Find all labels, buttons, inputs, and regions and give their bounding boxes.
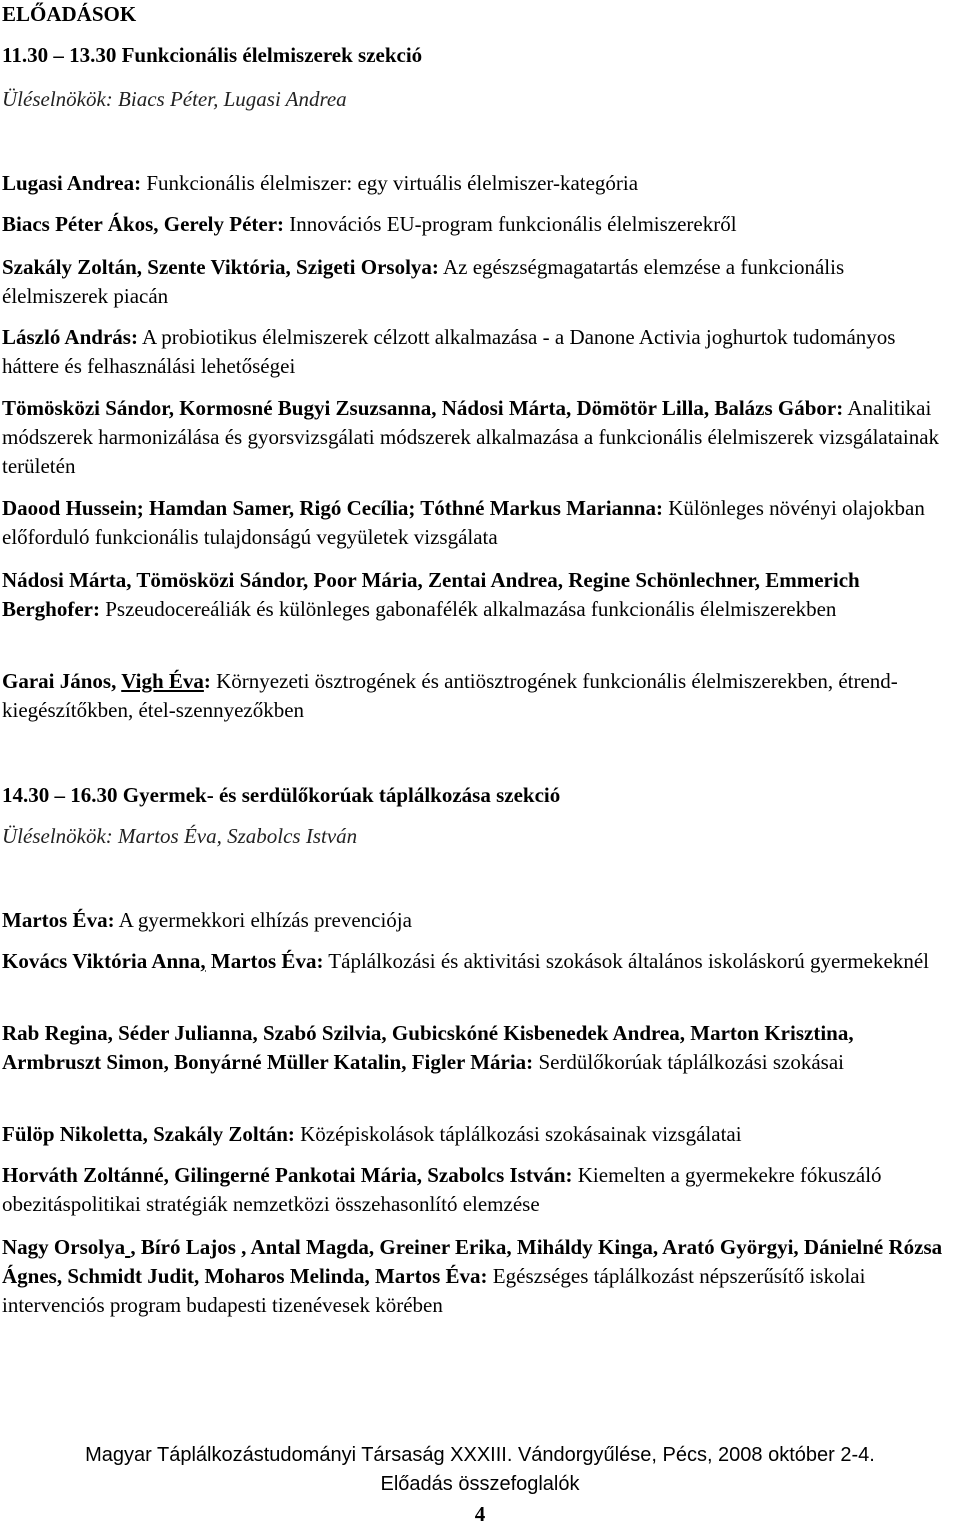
section1-heading	[2, 41, 950, 70]
talk-6	[2, 494, 946, 552]
talk-title: Analitikai módszerek harmonizálása és gyorsvizsgálati módszerek alkalmazása a funkcionális élelmiszerek vizsgálatainak területén	[2, 396, 940, 478]
talk-title: Környezeti ösztrogének és antiösztrogének funkcionális élelmiszerekben, étrend-kiegészítőkben, étel-szennyezőkben	[2, 669, 898, 722]
talk-2	[2, 210, 950, 239]
talk-colon: :	[203, 669, 211, 693]
talk-10	[2, 947, 946, 976]
talk-3	[2, 253, 946, 311]
page-heading: ELŐADÁSOK	[2, 2, 137, 26]
talk-authors: Lugasi Andrea:	[2, 171, 142, 195]
talk-5	[2, 394, 946, 481]
talk-title: A probiotikus élelmiszerek célzott alkalmazása - a Danone Activia joghurtok tudományos háttere és felhasználási lehetőségei	[2, 325, 896, 378]
section2-heading	[2, 781, 950, 810]
section1-title: Funkcionális élelmiszerek szekció	[121, 43, 423, 67]
talk-author: Kovács Viktória Anna	[2, 949, 201, 973]
talk-authors: Tömösközi Sándor, Kormosné Bugyi Zsuzsanna, Nádosi Márta, Dömötör Lilla, Balázs Gábor:	[2, 396, 844, 420]
talk-authors: , Bíró Lajos , Antal Magda, Greiner Erika, Miháldy Kinga, Arató Györgyi, Dánielné Rózsa Ágnes, Schmidt Judit, Moharos Melinda, Martos Éva:	[2, 1235, 943, 1288]
talk-title: Különleges növényi olajokban előforduló funkcionális tulajdonságú vegyületek vizsgálata	[2, 496, 925, 549]
talk-title: Egészséges táplálkozást népszerűsítő iskolai intervenciós program budapesti tizenévesek körében	[2, 1264, 866, 1317]
talk-authors: Martos Éva:	[2, 908, 115, 932]
talk-authors: Szakály Zoltán, Szente Viktória, Szigeti Orsolya:	[2, 255, 439, 279]
talk-authors: Biacs Péter Ákos, Gerely Péter:	[2, 212, 285, 236]
section2-chairs: Üléselnökök: Martos Éva, Szabolcs István	[2, 824, 358, 848]
talk-12	[2, 1120, 950, 1149]
talk-13	[2, 1161, 946, 1219]
talk-title: Középiskolások táplálkozási szokásainak vizsgálatai	[294, 1122, 742, 1146]
section1-time: 11.30 – 13.30	[2, 43, 117, 67]
talk-authors: Fülöp Nikoletta, Szakály Zoltán:	[2, 1122, 295, 1146]
talk-author: Garai János,	[2, 669, 122, 693]
talk-title: Kiemelten a gyermekekre fókuszáló obezitáspolitikai stratégiák nemzetközi összehasonlító elemzése	[2, 1163, 882, 1216]
footer-conference: Magyar Táplálkozástudományi Társaság XXXIII. Vándorgyűlése, Pécs, 2008 október 2-4.	[85, 1444, 875, 1466]
talk-title: Pszeudocereáliák és különleges gabonafélék alkalmazása funkcionális élelmiszerekben	[99, 597, 837, 621]
talk-author: Martos Éva:	[205, 949, 324, 973]
talk-title: Innovációs EU-program funkcionális élelmiszerekről	[284, 212, 737, 236]
talk-authors: Horváth Zoltánné, Gilingerné Pankotai Mária, Szabolcs István:	[2, 1163, 573, 1187]
talk-authors: Daood Hussein; Hamdan Samer, Rigó Cecília; Tóthné Markus Marianna:	[2, 496, 663, 520]
section2-title: Gyermek- és serdülőkorúak táplálkozása szekció	[122, 783, 561, 807]
talk-title: Táplálkozási és aktivitási szokások általános iskoláskorú gyermekeknél	[323, 949, 929, 973]
page-number: 4	[474, 1502, 486, 1526]
talk-title: A gyermekkori elhízás prevenciója	[114, 908, 412, 932]
talk-author: Nagy Orsolya	[2, 1235, 126, 1259]
talk-author-underlined: Vigh Éva	[121, 669, 204, 693]
talk-4	[2, 323, 946, 381]
footer-subtitle: Előadás összefoglalók	[380, 1473, 580, 1495]
talk-11	[2, 1019, 946, 1077]
section1-chairs: Üléselnökök: Biacs Péter, Lugasi Andrea	[2, 87, 347, 111]
talk-authors: Rab Regina, Séder Julianna, Szabó Szilvia, Gubicskóné Kisbenedek Andrea, Marton Krisztina, Armbruszt Simon, Bonyárné Müller Katalin, Figler Mária:	[2, 1021, 854, 1074]
talk-title: Az egészségmagatartás elemzése a funkcionális élelmiszerek piacán	[2, 255, 845, 308]
talk-comma: ,	[200, 949, 206, 973]
talk-title: Funkcionális élelmiszer: egy virtuális élelmiszer-kategória	[141, 171, 639, 195]
talk-8	[2, 667, 946, 725]
talk-title: Serdülőkorúak táplálkozási szokásai	[533, 1050, 845, 1074]
talk-1	[2, 169, 950, 198]
talk-9	[2, 906, 950, 935]
talk-14	[2, 1233, 946, 1320]
section2-time: 14.30 – 16.30	[2, 783, 118, 807]
talk-authors: László András:	[2, 325, 138, 349]
talk-7	[2, 566, 946, 624]
talk-authors: Nádosi Márta, Tömösközi Sándor, Poor Mária, Zentai Andrea, Regine Schönlechner, Emmerich Berghofer:	[2, 568, 860, 621]
